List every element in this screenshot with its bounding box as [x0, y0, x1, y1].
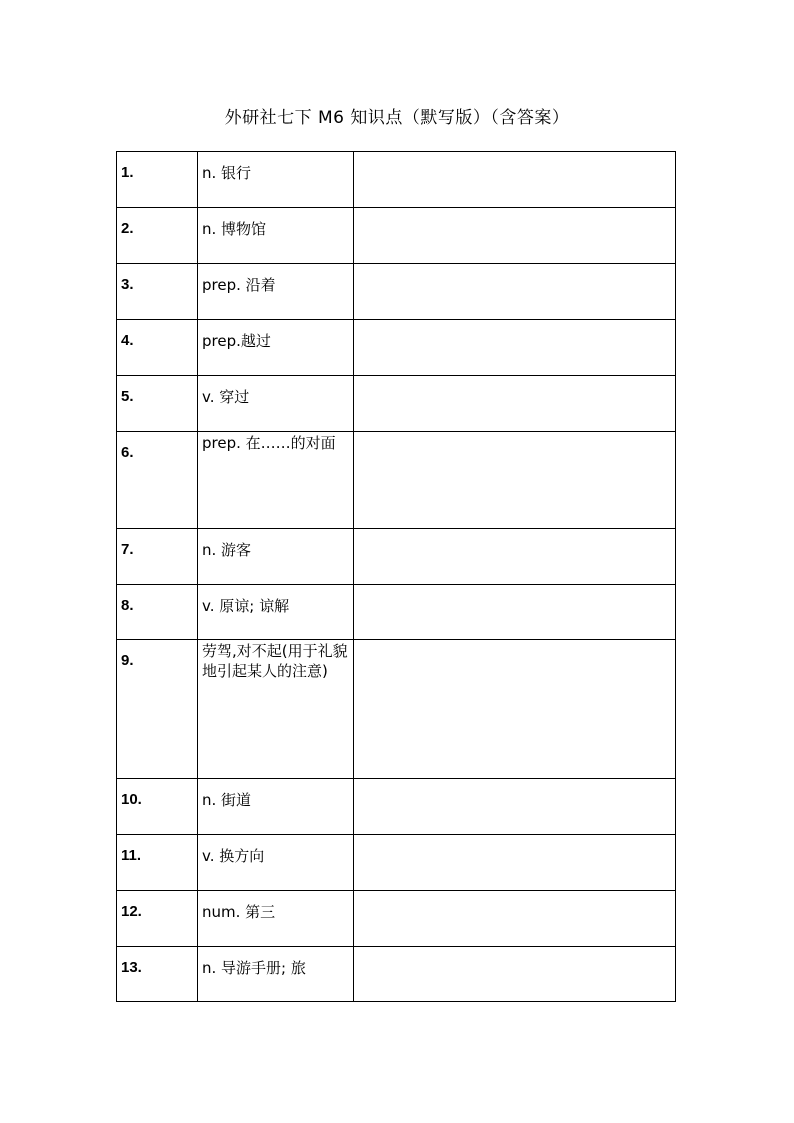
table-row	[117, 779, 676, 835]
table-row	[117, 208, 676, 264]
table-row	[117, 585, 676, 640]
answer-cell[interactable]	[354, 208, 676, 264]
table-row	[117, 947, 676, 1002]
row-number: 7.	[117, 529, 198, 585]
row-meaning: prep.越过	[198, 320, 354, 376]
answer-cell[interactable]	[354, 585, 676, 640]
row-meaning: 劳驾,对不起(用于礼貌地引起某人的注意)	[198, 640, 354, 779]
row-number: 4.	[117, 320, 198, 376]
answer-cell[interactable]	[354, 891, 676, 947]
answer-cell[interactable]	[354, 835, 676, 891]
row-number: 12.	[117, 891, 198, 947]
row-number: 9.	[117, 640, 198, 779]
row-meaning: v. 换方向	[198, 835, 354, 891]
row-number: 2.	[117, 208, 198, 264]
table-row	[117, 376, 676, 432]
row-meaning: prep. 沿着	[198, 264, 354, 320]
row-number: 6.	[117, 432, 198, 529]
row-meaning: n. 街道	[198, 779, 354, 835]
row-meaning: num. 第三	[198, 891, 354, 947]
answer-cell[interactable]	[354, 152, 676, 208]
row-number: 8.	[117, 585, 198, 640]
row-meaning: n. 博物馆	[198, 208, 354, 264]
answer-cell[interactable]	[354, 947, 676, 1002]
row-number: 11.	[117, 835, 198, 891]
row-number: 1.	[117, 152, 198, 208]
row-number: 10.	[117, 779, 198, 835]
row-meaning: n. 导游手册; 旅	[198, 947, 354, 1002]
answer-cell[interactable]	[354, 779, 676, 835]
row-number: 13.	[117, 947, 198, 1002]
row-meaning: n. 游客	[198, 529, 354, 585]
answer-cell[interactable]	[354, 320, 676, 376]
table-row	[117, 891, 676, 947]
answer-cell[interactable]	[354, 376, 676, 432]
table-row	[117, 320, 676, 376]
row-number: 3.	[117, 264, 198, 320]
row-number: 5.	[117, 376, 198, 432]
table-row	[117, 152, 676, 208]
row-meaning: v. 穿过	[198, 376, 354, 432]
answer-cell[interactable]	[354, 264, 676, 320]
table-row	[117, 835, 676, 891]
table-row	[117, 264, 676, 320]
table-row	[117, 640, 676, 779]
table-row	[117, 432, 676, 529]
vocab-table	[116, 151, 676, 1002]
row-meaning: v. 原谅; 谅解	[198, 585, 354, 640]
page-title: 外研社七下 M6 知识点（默写版）（含答案）	[224, 108, 570, 128]
answer-cell[interactable]	[354, 529, 676, 585]
table-row	[117, 529, 676, 585]
row-meaning: n. 银行	[198, 152, 354, 208]
answer-cell[interactable]	[354, 432, 676, 529]
row-meaning: prep. 在……的对面	[198, 432, 354, 529]
answer-cell[interactable]	[354, 640, 676, 779]
